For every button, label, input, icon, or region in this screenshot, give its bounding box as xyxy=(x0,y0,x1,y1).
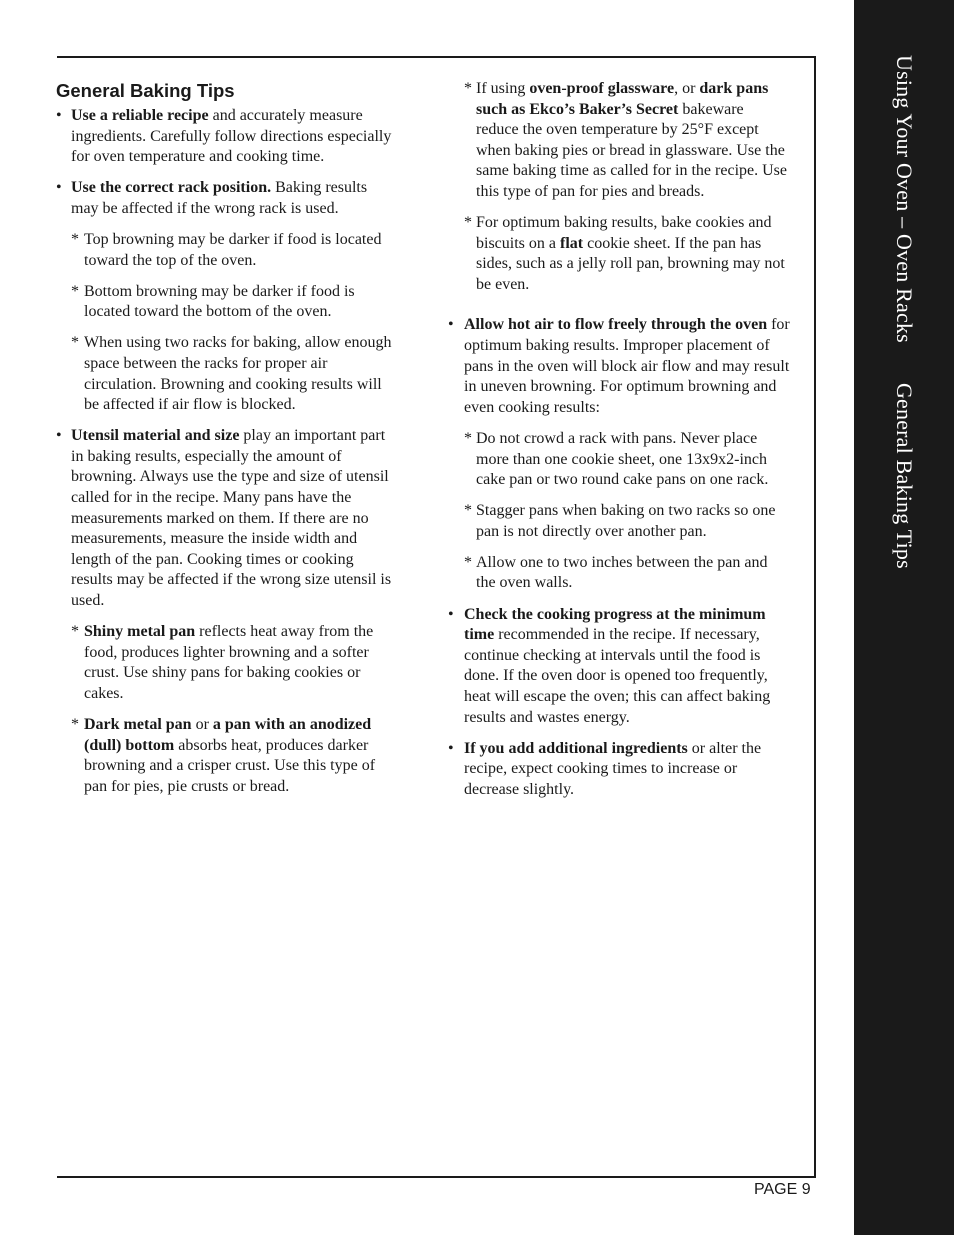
bullet-marker: • xyxy=(448,605,454,623)
subtip-cookie-sheet: * For optimum baking results, bake cookies and biscuits on a flat cookie sheet. If the pan has sides, such as a jelly roll pan, browning may not be even. xyxy=(464,214,785,293)
subtip-do-not-crowd: * Do not crowd a rack with pans. Never place more than one cookie sheet, one 13x9x2-inch cake pan or two round cake pans on one rack. xyxy=(464,429,769,489)
subtip-two-racks: * When using two racks for baking, allow enough space between the racks for proper air circulation. Browning and cooking results will be affected if air flow is blocked. xyxy=(71,334,392,414)
tip-hot-air-flow: • Allow hot air to flow freely through the oven for optimum baking results. Improper placement of pans in the oven will block air flow and may result in uneven browning. For optimum browning and even cooking results: xyxy=(448,316,790,416)
asterisk-marker: * xyxy=(464,214,472,232)
subtip-bottom-browning: * Bottom browning may be darker if food is located toward the bottom of the oven. xyxy=(71,282,355,321)
bottom-rule xyxy=(57,1176,816,1178)
section-sidebar xyxy=(854,0,954,1235)
tip-utensil-material: • Utensil material and size play an important part in baking results, especially the amount of browning. Always use the type and size of utensil called for in the recipe. Many pans have the measurements marked on them. If there are no measurements, measure the inside width and length of the pan. Cooking times or cooking results may be affected if the wrong size utensil is used. xyxy=(56,427,392,609)
subtip-top-browning: * Top browning may be darker if food is located toward the top of the oven. xyxy=(71,230,382,269)
asterisk-marker: * xyxy=(464,80,472,97)
left-column xyxy=(56,79,396,808)
bullet-marker: • xyxy=(56,107,62,124)
subtip-dark-metal-pan: * Dark metal pan or a pan with an anodized (dull) bottom absorbs heat, produces darker browning and a crisper crust. Use this type of pan for pies, pie crusts or bread. xyxy=(71,715,376,795)
sidebar-title xyxy=(891,55,917,569)
tip-reliable-recipe: • Use a reliable recipe and accurately measure ingredients. Carefully follow directions especially for oven temperature and cooking time. xyxy=(56,107,392,166)
asterisk-marker: * xyxy=(71,715,79,733)
subtip-shiny-metal-pan: * Shiny metal pan reflects heat away from the food, produces lighter browning and a softer crust. Use shiny pans for baking cookies or cakes. xyxy=(71,623,374,702)
asterisk-marker: * xyxy=(464,553,472,571)
sidebar-title-part1: Using Your Oven – Oven Racks xyxy=(892,55,917,343)
tip-check-progress: • Check the cooking progress at the minimum time recommended in the recipe. If necessary, continue checking at intervals until the food is done. If the oven door is opened too frequently, heat will escape the oven; this can affect baking results and wastes energy. xyxy=(448,605,771,726)
sidebar-title-part2: General Baking Tips xyxy=(892,382,917,569)
asterisk-marker: * xyxy=(71,334,79,352)
section-heading: General Baking Tips xyxy=(56,80,235,101)
bullet-marker: • xyxy=(448,739,454,757)
asterisk-marker: * xyxy=(464,429,472,447)
right-column xyxy=(448,79,790,811)
asterisk-marker: * xyxy=(71,230,79,248)
top-rule xyxy=(57,56,815,58)
asterisk-marker: * xyxy=(71,282,79,300)
asterisk-marker: * xyxy=(71,623,79,641)
page-number: PAGE 9 xyxy=(754,1181,811,1198)
bullet-marker: • xyxy=(448,316,454,334)
subtip-stagger-pans: * Stagger pans when baking on two racks so one pan is not directly over another pan. xyxy=(464,502,776,540)
subtip-glassware: * If using oven-proof glassware, or dark pans such as Ekco’s Baker’s Secret bakeware reduce the oven temperature by 25°F except when baking pies or bread in glassware. Use the same baking time as called for in the recipe. Use this type of pan for pies and breads. xyxy=(464,80,787,200)
subtip-pan-spacing: * Allow one to two inches between the pan and the oven walls. xyxy=(464,553,768,592)
bullet-marker: • xyxy=(56,427,62,445)
asterisk-marker: * xyxy=(464,502,472,520)
bullet-marker: • xyxy=(56,179,62,197)
right-rule xyxy=(814,56,816,1178)
tip-rack-position: • Use the correct rack position. Baking results may be affected if the wrong rack is used. xyxy=(56,179,368,217)
tip-additional-ingredients: • If you add additional ingredients or alter the recipe, expect cooking times to increase or decrease slightly. xyxy=(448,739,762,798)
